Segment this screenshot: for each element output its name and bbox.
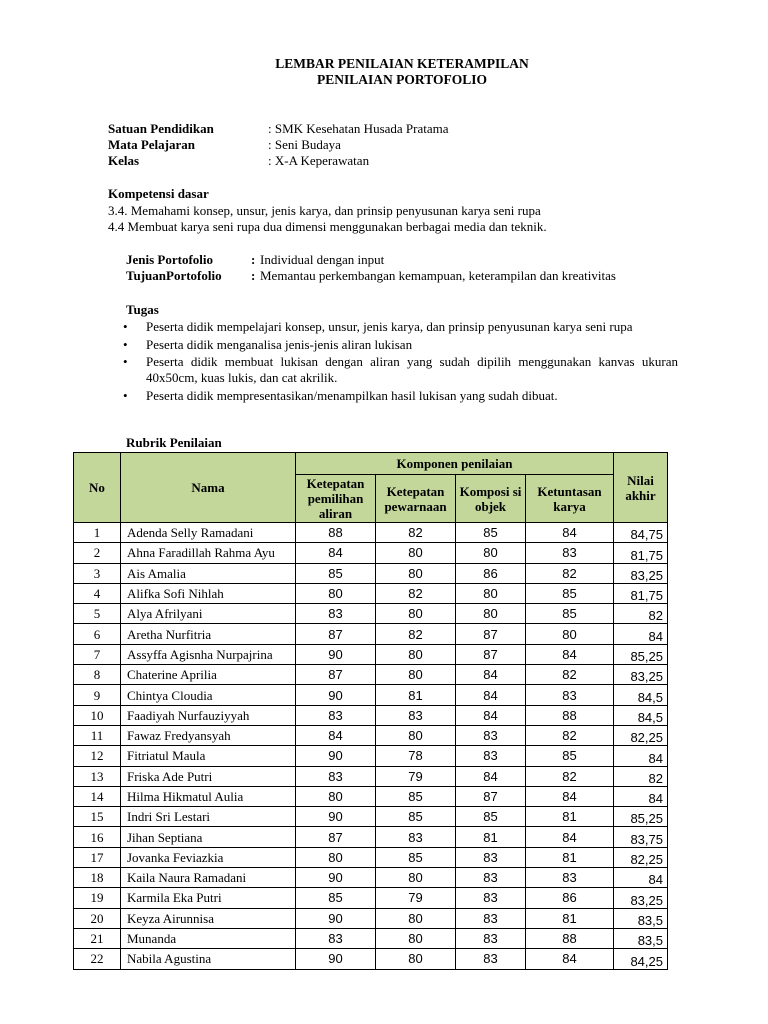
cell-k2: 79	[376, 888, 456, 908]
cell-k1: 87	[296, 827, 376, 847]
col-header-nama: Nama	[121, 453, 296, 523]
cell-no: 2	[74, 543, 121, 563]
cell-k2: 82	[376, 624, 456, 644]
cell-k4: 85	[526, 604, 614, 624]
cell-k2: 80	[376, 928, 456, 948]
table-row	[74, 725, 668, 745]
cell-k3: 83	[456, 847, 526, 867]
satuan-value: : SMK Kesehatan Husada Pratama	[268, 121, 449, 136]
tujuan-portofolio-label: TujuanPortofolio	[126, 268, 222, 283]
cell-k3: 84	[456, 685, 526, 705]
cell-k3: 84	[456, 665, 526, 685]
table-row	[74, 868, 668, 888]
cell-no: 16	[74, 827, 121, 847]
cell-nilai: 84	[614, 624, 668, 644]
cell-nama: Ais Amalia	[121, 563, 296, 583]
cell-k4: 84	[526, 827, 614, 847]
cell-k4: 83	[526, 868, 614, 888]
cell-k2: 80	[376, 604, 456, 624]
tugas-heading: Tugas	[126, 302, 159, 317]
cell-k2: 80	[376, 908, 456, 928]
cell-k3: 87	[456, 644, 526, 664]
cell-k2: 80	[376, 868, 456, 888]
cell-nama: Alifka Sofi Nihlah	[121, 583, 296, 603]
cell-nama: Assyffa Agisnha Nurpajrina	[121, 644, 296, 664]
satuan-label: Satuan Pendidikan	[108, 121, 214, 136]
cell-k2: 80	[376, 543, 456, 563]
kelas-value: : X-A Keperawatan	[268, 153, 370, 168]
cell-nama: Kaila Naura Ramadani	[121, 868, 296, 888]
cell-nama: Nabila Agustina	[121, 949, 296, 969]
cell-k4: 88	[526, 705, 614, 725]
cell-k1: 83	[296, 705, 376, 725]
cell-no: 10	[74, 705, 121, 725]
cell-nilai: 85,25	[614, 807, 668, 827]
table-row	[74, 543, 668, 563]
cell-nilai: 83,25	[614, 665, 668, 685]
cell-k3: 83	[456, 868, 526, 888]
tugas-item: • Peserta didik menganalisa jenis-jenis aliran lukisan	[146, 337, 678, 353]
cell-nilai: 82	[614, 604, 668, 624]
cell-k3: 86	[456, 563, 526, 583]
cell-k3: 83	[456, 949, 526, 969]
cell-nilai: 84,75	[614, 523, 668, 543]
table-row	[74, 807, 668, 827]
rubrik-body	[74, 523, 668, 970]
table-row	[74, 583, 668, 603]
cell-k3: 80	[456, 583, 526, 603]
cell-k2: 85	[376, 786, 456, 806]
col-header-pewarnaan: Ketepatan pewarnaan	[376, 475, 456, 523]
cell-k4: 82	[526, 766, 614, 786]
cell-k1: 90	[296, 949, 376, 969]
cell-nama: Ahna Faradillah Rahma Ayu	[121, 543, 296, 563]
cell-k4: 84	[526, 786, 614, 806]
cell-nilai: 83,5	[614, 908, 668, 928]
tugas-item: • Peserta didik mempresentasikan/menampilkan hasil lukisan yang sudah dibuat.	[146, 388, 678, 404]
cell-no: 7	[74, 644, 121, 664]
cell-nilai: 83,75	[614, 827, 668, 847]
cell-k4: 88	[526, 928, 614, 948]
document-subtitle: PENILAIAN PORTOFOLIO	[317, 72, 487, 87]
cell-k1: 88	[296, 523, 376, 543]
cell-no: 11	[74, 725, 121, 745]
cell-k4: 84	[526, 523, 614, 543]
rubrik-table	[73, 452, 668, 970]
cell-k2: 85	[376, 807, 456, 827]
table-row	[74, 928, 668, 948]
table-row	[74, 847, 668, 867]
cell-nama: Faadiyah Nurfauziyyah	[121, 705, 296, 725]
jenis-portofolio-colon: :	[251, 252, 256, 267]
cell-k1: 90	[296, 908, 376, 928]
cell-k4: 82	[526, 725, 614, 745]
cell-k4: 82	[526, 665, 614, 685]
cell-k3: 85	[456, 807, 526, 827]
cell-nilai: 82,25	[614, 725, 668, 745]
cell-k2: 80	[376, 563, 456, 583]
cell-nilai: 84,5	[614, 685, 668, 705]
cell-no: 17	[74, 847, 121, 867]
cell-no: 8	[74, 665, 121, 685]
kelas-label: Kelas	[108, 153, 140, 168]
cell-nama: Fawaz Fredyansyah	[121, 725, 296, 745]
cell-k1: 83	[296, 928, 376, 948]
cell-k3: 80	[456, 543, 526, 563]
cell-k1: 84	[296, 543, 376, 563]
cell-no: 6	[74, 624, 121, 644]
cell-nilai: 84	[614, 746, 668, 766]
cell-k4: 85	[526, 746, 614, 766]
cell-k2: 85	[376, 847, 456, 867]
cell-k1: 80	[296, 847, 376, 867]
jenis-portofolio-value: Individual dengan input	[260, 252, 385, 267]
table-row	[74, 949, 668, 969]
table-row	[74, 523, 668, 543]
cell-nama: Fitriatul Maula	[121, 746, 296, 766]
cell-nilai: 85,25	[614, 644, 668, 664]
cell-nama: Friska Ade Putri	[121, 766, 296, 786]
cell-k1: 85	[296, 563, 376, 583]
cell-k4: 86	[526, 888, 614, 908]
cell-k4: 81	[526, 807, 614, 827]
table-row	[74, 665, 668, 685]
cell-no: 3	[74, 563, 121, 583]
cell-k3: 80	[456, 604, 526, 624]
cell-no: 15	[74, 807, 121, 827]
table-row	[74, 705, 668, 725]
kompetensi-item: 4.4 Membuat karya seni rupa dua dimensi menggunakan berbagai media dan teknik.	[108, 219, 547, 234]
cell-no: 5	[74, 604, 121, 624]
cell-nama: Munanda	[121, 928, 296, 948]
cell-k3: 83	[456, 746, 526, 766]
kompetensi-heading: Kompetensi dasar	[108, 186, 209, 201]
cell-k4: 81	[526, 847, 614, 867]
cell-nama: Chaterine Aprilia	[121, 665, 296, 685]
col-header-nilai: Nilai akhir	[614, 453, 668, 523]
cell-nilai: 84,5	[614, 705, 668, 725]
cell-k2: 79	[376, 766, 456, 786]
cell-k1: 83	[296, 766, 376, 786]
cell-nama: Karmila Eka Putri	[121, 888, 296, 908]
cell-k3: 83	[456, 888, 526, 908]
cell-nilai: 82,25	[614, 847, 668, 867]
cell-k4: 80	[526, 624, 614, 644]
table-row	[74, 624, 668, 644]
cell-k2: 78	[376, 746, 456, 766]
table-row	[74, 604, 668, 624]
cell-nama: Adenda Selly Ramadani	[121, 523, 296, 543]
cell-k4: 82	[526, 563, 614, 583]
cell-nilai: 84,25	[614, 949, 668, 969]
cell-k1: 80	[296, 786, 376, 806]
cell-k3: 83	[456, 725, 526, 745]
cell-no: 4	[74, 583, 121, 603]
cell-nama: Chintya Cloudia	[121, 685, 296, 705]
cell-k3: 81	[456, 827, 526, 847]
cell-k3: 85	[456, 523, 526, 543]
table-row	[74, 786, 668, 806]
tujuan-portofolio-value: Memantau perkembangan kemampuan, keterampilan dan kreativitas	[260, 268, 616, 283]
cell-k1: 80	[296, 583, 376, 603]
cell-no: 1	[74, 523, 121, 543]
cell-k1: 87	[296, 624, 376, 644]
tujuan-portofolio-colon: :	[251, 268, 256, 283]
table-row	[74, 746, 668, 766]
col-header-aliran: Ketepatan pemilihan aliran	[296, 475, 376, 523]
table-row	[74, 766, 668, 786]
cell-nilai: 83,5	[614, 928, 668, 948]
cell-nilai: 82	[614, 766, 668, 786]
cell-k3: 83	[456, 928, 526, 948]
cell-no: 19	[74, 888, 121, 908]
cell-k1: 85	[296, 888, 376, 908]
cell-nama: Aretha Nurfitria	[121, 624, 296, 644]
cell-k3: 87	[456, 624, 526, 644]
cell-nilai: 81,75	[614, 583, 668, 603]
cell-k4: 83	[526, 543, 614, 563]
cell-nama: Jihan Septiana	[121, 827, 296, 847]
cell-k1: 90	[296, 644, 376, 664]
cell-no: 9	[74, 685, 121, 705]
cell-nama: Indri Sri Lestari	[121, 807, 296, 827]
cell-k4: 83	[526, 685, 614, 705]
cell-k1: 90	[296, 868, 376, 888]
cell-k1: 90	[296, 685, 376, 705]
col-header-no: No	[74, 453, 121, 523]
cell-k3: 83	[456, 908, 526, 928]
table-row	[74, 888, 668, 908]
cell-k1: 84	[296, 725, 376, 745]
table-row	[74, 908, 668, 928]
cell-nilai: 81,75	[614, 543, 668, 563]
cell-k2: 83	[376, 705, 456, 725]
cell-k1: 87	[296, 665, 376, 685]
table-row	[74, 685, 668, 705]
cell-no: 14	[74, 786, 121, 806]
col-header-ketuntasan: Ketuntasan karya	[526, 475, 614, 523]
cell-nama: Hilma Hikmatul Aulia	[121, 786, 296, 806]
tugas-item: • Peserta didik mempelajari konsep, unsur, jenis karya, dan prinsip penyusunan karya seni rupa	[146, 319, 678, 335]
cell-no: 20	[74, 908, 121, 928]
cell-no: 22	[74, 949, 121, 969]
cell-no: 18	[74, 868, 121, 888]
cell-nilai: 84	[614, 868, 668, 888]
kompetensi-item: 3.4. Memahami konsep, unsur, jenis karya, dan prinsip penyusunan karya seni rupa	[108, 203, 541, 218]
cell-nilai: 83,25	[614, 563, 668, 583]
cell-k1: 83	[296, 604, 376, 624]
tugas-item: • Peserta didik membuat lukisan dengan aliran yang sudah dipilih menggunakan kanvas ukuran 40x50cm, kuas lukis, dan cat akrilik.	[146, 354, 678, 386]
document-title: LEMBAR PENILAIAN KETERAMPILAN	[275, 56, 529, 71]
cell-k3: 84	[456, 766, 526, 786]
cell-nama: Jovanka Feviazkia	[121, 847, 296, 867]
cell-no: 13	[74, 766, 121, 786]
rubrik-heading: Rubrik Penilaian	[126, 435, 222, 450]
table-row	[74, 827, 668, 847]
col-header-komposisi: Komposi si objek	[456, 475, 526, 523]
cell-no: 21	[74, 928, 121, 948]
cell-nama: Alya Afrilyani	[121, 604, 296, 624]
cell-k2: 82	[376, 583, 456, 603]
cell-k4: 84	[526, 644, 614, 664]
cell-k3: 87	[456, 786, 526, 806]
col-header-komponen: Komponen penilaian	[296, 453, 614, 475]
cell-nilai: 84	[614, 786, 668, 806]
cell-k2: 80	[376, 665, 456, 685]
cell-k2: 81	[376, 685, 456, 705]
cell-k2: 80	[376, 644, 456, 664]
table-row	[74, 644, 668, 664]
cell-k2: 82	[376, 523, 456, 543]
table-row	[74, 563, 668, 583]
cell-k1: 90	[296, 746, 376, 766]
cell-k4: 85	[526, 583, 614, 603]
mapel-label: Mata Pelajaran	[108, 137, 196, 152]
cell-k1: 90	[296, 807, 376, 827]
tugas-list	[146, 319, 678, 405]
cell-k4: 84	[526, 949, 614, 969]
cell-nilai: 83,25	[614, 888, 668, 908]
cell-no: 12	[74, 746, 121, 766]
mapel-value: : Seni Budaya	[268, 137, 341, 152]
cell-k3: 84	[456, 705, 526, 725]
jenis-portofolio-label: Jenis Portofolio	[126, 252, 214, 267]
cell-k2: 83	[376, 827, 456, 847]
cell-nama: Keyza Airunnisa	[121, 908, 296, 928]
cell-k2: 80	[376, 725, 456, 745]
cell-k4: 81	[526, 908, 614, 928]
cell-k2: 80	[376, 949, 456, 969]
